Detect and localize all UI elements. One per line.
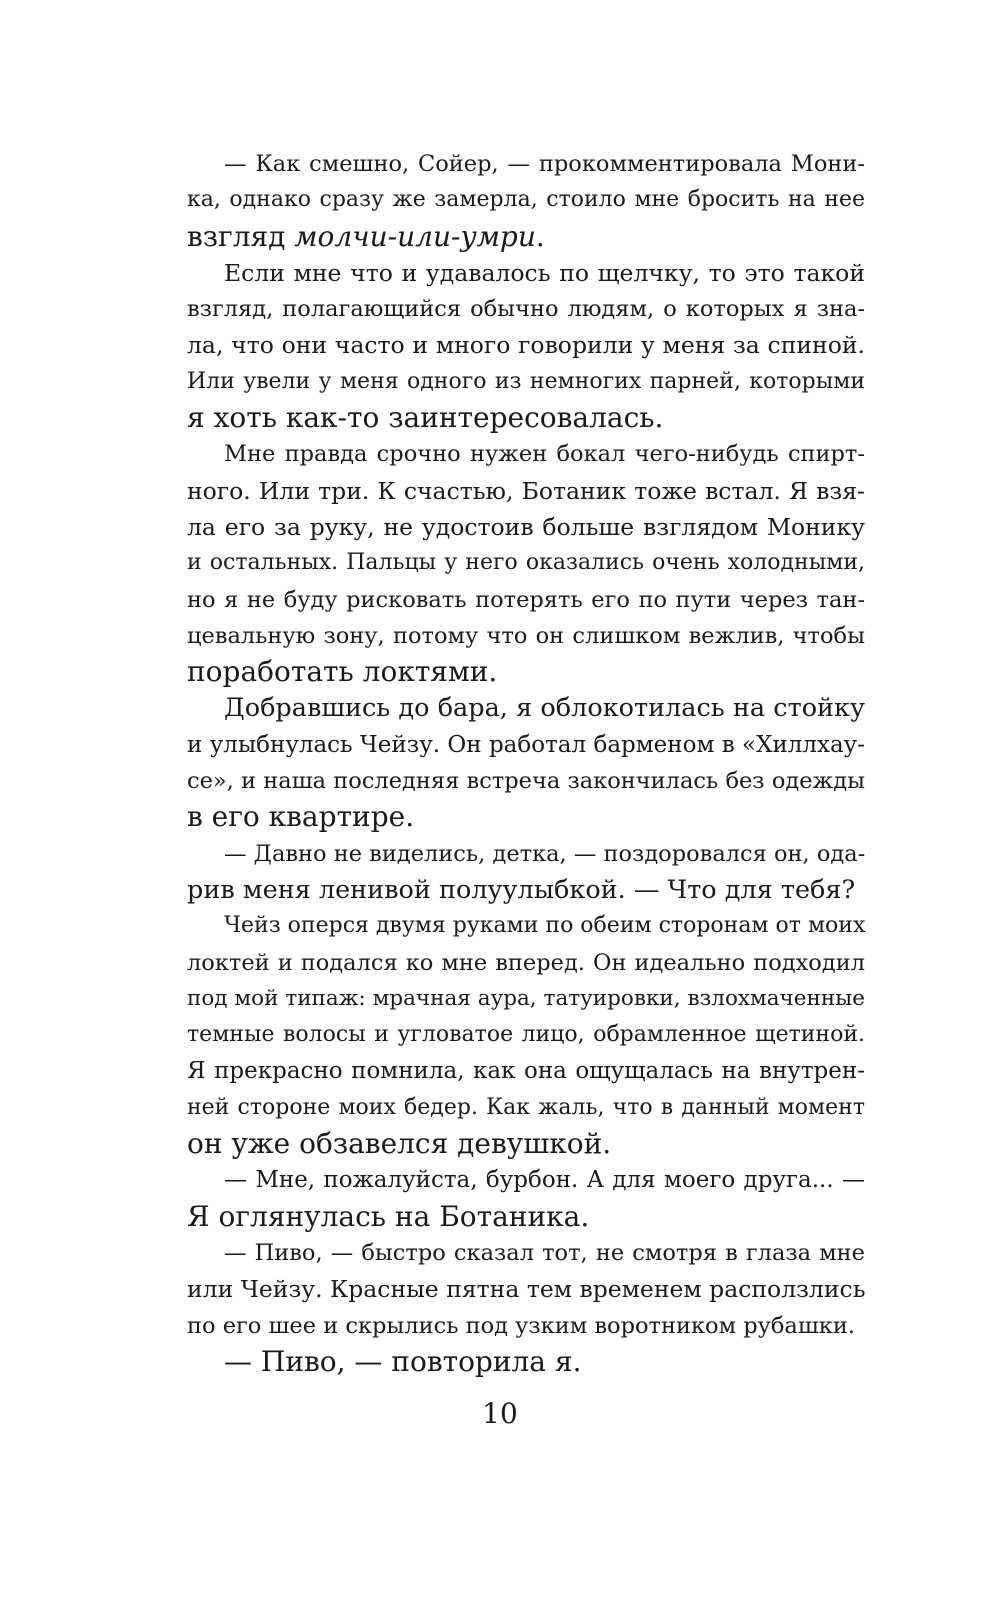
paragraph-1	[150, 146, 865, 255]
text-line: Добравшись до бара, я облокотилась на стойку	[224, 693, 865, 724]
text-fragment: .	[535, 219, 545, 253]
text-line: взгляд, полагающийся обычно людям, о которых я зна-	[187, 296, 865, 323]
paragraph-5	[150, 836, 865, 909]
paragraph-3	[150, 436, 865, 690]
text-line: ла, что они часто и много говорили у меня за спиной.	[187, 331, 865, 360]
text-line: рив меня ленивой полуулыбкой. — Что для тебя?	[187, 874, 856, 905]
text-line: локтей и подался ко мне вперед. Он идеально подходил	[187, 949, 865, 976]
text-line: но я не буду рисковать потерять его по пути через тан-	[187, 586, 865, 613]
text-line: темные волосы и угловатое лицо, обрамленное щетиной.	[187, 1022, 865, 1048]
body-text	[150, 146, 865, 1380]
text-line	[150, 219, 865, 255]
text-line: и остальных. Пальцы у него оказались очень холодными,	[187, 550, 865, 576]
text-line: Я прекрасно помнила, как она ощущалась на внутрен-	[187, 1058, 865, 1085]
text-line: по его шее и скрылись под узким воротником рубашки.	[187, 1312, 855, 1339]
text-line: я хоть как-то заинтересовалась.	[187, 401, 664, 435]
text-line: цевальную зону, потому что он слишком вежлив, чтобы	[187, 622, 865, 649]
text-line: поработать локтями.	[187, 655, 498, 689]
paragraph-8	[150, 1235, 865, 1344]
text-line: Чейз оперся двумя руками по обеим сторонам от моих	[224, 913, 866, 939]
text-line: Мне правда срочно нужен бокал чего-нибудь спирт-	[224, 441, 865, 468]
paragraph-6	[150, 908, 865, 1162]
text-line: ла его за руку, не удостоив больше взглядом Монику	[187, 512, 865, 541]
text-line: — Давно не виделись, детка, — поздоровался он, ода-	[224, 840, 866, 867]
text-line: Я оглянулась на Ботаника.	[187, 1199, 590, 1233]
text-line: он уже обзавелся девушкой.	[187, 1127, 612, 1161]
paragraph-4	[150, 690, 865, 835]
paragraph-7	[150, 1162, 865, 1235]
text-line: — Пиво, — повторила я.	[224, 1344, 582, 1378]
paragraph-9	[150, 1344, 865, 1380]
page-number: 10	[482, 1397, 518, 1430]
italic-phrase: молчи-или-умри	[294, 219, 536, 253]
text-line: ней стороне моих бедер. Как жаль, что в данный момент	[187, 1094, 865, 1120]
text-line: — Мне, пожалуйста, бурбон. А для моего друга... —	[224, 1167, 865, 1194]
text-line: под мой типаж: мрачная аура, татуировки, взлохмаченные	[187, 985, 865, 1011]
text-line: Или увели у меня одного из немногих парней, которыми	[187, 368, 865, 394]
text-fragment: взгляд	[187, 219, 295, 253]
text-line: и улыбнулась Чейзу. Он работал барменом в «Хиллхау-	[187, 731, 865, 758]
text-line: се», и наша последняя встреча закончилась без одежды	[187, 768, 865, 795]
paragraph-2	[150, 255, 865, 436]
text-line: — Пиво, — быстро сказал тот, не смотря в глаза мне	[224, 1239, 865, 1266]
text-line: ного. Или три. К счастью, Ботаник тоже встал. Я взя-	[187, 476, 865, 505]
text-line: Если мне что и удавалось по щелчку, то это такой	[224, 258, 865, 287]
text-line: — Как смешно, Сойер, — прокомментировала Мони-	[224, 151, 865, 177]
text-line: ка, однако сразу же замерла, стоило мне бросить на нее	[187, 187, 865, 213]
text-line: или Чейзу. Красные пятна тем временем расползлись	[187, 1275, 866, 1304]
text-line: в его квартире.	[187, 800, 415, 834]
